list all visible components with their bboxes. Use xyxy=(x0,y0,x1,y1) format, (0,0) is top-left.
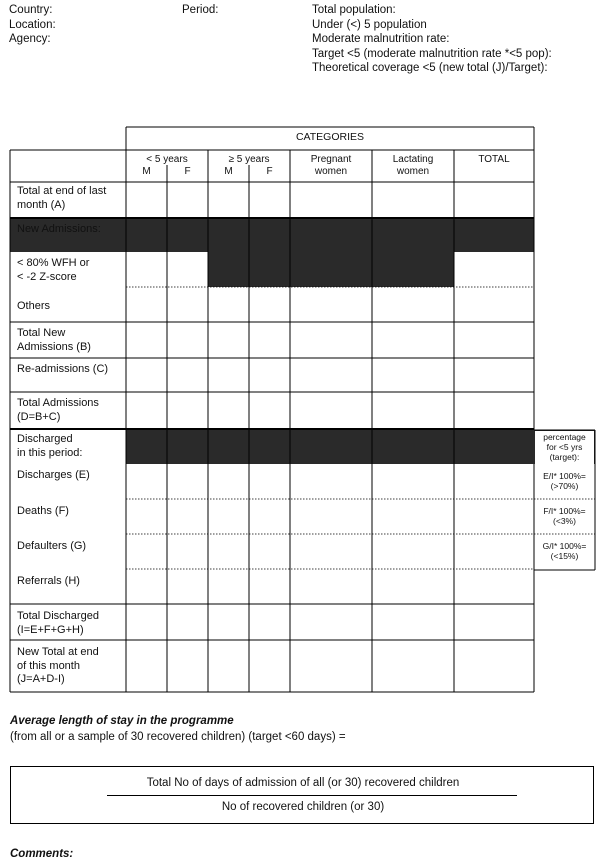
total-population-label: Total population: xyxy=(312,4,396,16)
row-discharged-period-l1: Discharged xyxy=(17,433,73,445)
comments-label: Comments: xyxy=(10,848,74,860)
row-total-end-last-l1: Total at end of last xyxy=(17,185,107,197)
coverage-label: Theoretical coverage <5 (new total (J)/Target): xyxy=(312,62,548,74)
col-lactating xyxy=(372,154,454,177)
col-pregnant-line1: Pregnant xyxy=(310,154,352,165)
percentage-header xyxy=(535,432,594,462)
malnutrition-rate-label: Moderate malnutrition rate: xyxy=(312,33,450,45)
stay-denominator: No of recovered children (or 30) xyxy=(221,801,385,813)
row-readmissions: Re-admissions (C) xyxy=(17,363,109,375)
stay-fraction-line xyxy=(107,795,517,796)
stay-title: Average length of stay in the programme xyxy=(10,715,234,727)
agency-label: Agency: xyxy=(9,33,51,45)
row-total-discharged xyxy=(17,610,99,637)
target-label: Target <5 (moderate malnutrition rate *<5 pop): xyxy=(312,47,552,60)
row-new-total-l1: New Total at end xyxy=(17,646,99,658)
row-discharged-period xyxy=(17,433,82,460)
stay-formula-box xyxy=(10,766,594,824)
row-new-admissions: New Admissions: xyxy=(17,223,101,235)
col-lactating-line2: women xyxy=(396,165,430,177)
country-label: Country: xyxy=(9,4,53,16)
col-over5-m: M xyxy=(224,166,233,177)
row-wfh-l1: < 80% WFH or xyxy=(17,257,90,269)
under5-population-label: Under (<) 5 population xyxy=(312,18,427,31)
row-total-discharged-l2: (I=E+F+G+H) xyxy=(17,623,84,636)
col-over5-f: F xyxy=(266,166,273,177)
row-deaths: Deaths (F) xyxy=(17,505,69,517)
categories-title: CATEGORIES xyxy=(295,131,365,143)
percentage-f xyxy=(535,506,594,526)
percentage-e-target: (>70%) xyxy=(550,481,579,491)
stay-numerator: Total No of days of admission of all (or 30) recovered children xyxy=(146,777,460,789)
col-total: TOTAL xyxy=(478,154,510,165)
row-discharged-period-l2: in this period: xyxy=(17,446,83,459)
percentage-g-formula: G/I* 100%= xyxy=(542,541,587,551)
row-wfh xyxy=(17,257,89,284)
row-total-new xyxy=(17,327,91,354)
row-total-admissions xyxy=(17,397,99,424)
row-new-total xyxy=(17,646,99,687)
col-lactating-line1: Lactating xyxy=(392,154,434,165)
percentage-e-formula: E/I* 100%= xyxy=(543,471,586,481)
period-label: Period: xyxy=(182,4,219,16)
row-referrals: Referrals (H) xyxy=(17,575,80,587)
row-discharges: Discharges (E) xyxy=(17,469,90,481)
percentage-header-box xyxy=(535,431,594,464)
row-others: Others xyxy=(17,300,51,312)
percentage-g xyxy=(535,541,594,561)
col-pregnant xyxy=(290,154,372,177)
percentage-f-target: (<3%) xyxy=(553,516,576,526)
col-pregnant-line2: women xyxy=(314,165,348,177)
col-under5-f: F xyxy=(184,166,191,177)
row-total-end-last-l2: month (A) xyxy=(17,198,66,211)
row-new-total-l2: of this month xyxy=(17,659,80,672)
percentage-header-l3: (target): xyxy=(549,452,580,462)
col-under5: < 5 years xyxy=(146,154,188,165)
percentage-f-formula: F/I* 100%= xyxy=(543,506,586,516)
percentage-e xyxy=(535,471,594,491)
row-total-end-last xyxy=(17,185,106,212)
percentage-g-target: (<15%) xyxy=(550,551,579,561)
row-wfh-l2: < -2 Z-score xyxy=(17,270,77,283)
row-defaulters: Defaulters (G) xyxy=(17,540,87,552)
col-over5: ≥ 5 years xyxy=(228,154,270,165)
row-total-admissions-l2: (D=B+C) xyxy=(17,410,61,423)
row-total-discharged-l1: Total Discharged xyxy=(17,610,99,622)
col-under5-m: M xyxy=(142,166,151,177)
row-total-new-l1: Total New xyxy=(17,327,66,339)
percentage-header-l2: for <5 yrs xyxy=(546,442,583,452)
location-label: Location: xyxy=(9,18,56,31)
percentage-header-l1: percentage xyxy=(543,432,586,442)
row-new-total-l3: (J=A+D-I) xyxy=(17,673,65,685)
stay-subtitle: (from all or a sample of 30 recovered children) (target <60 days) = xyxy=(10,731,346,743)
row-total-new-l2: Admissions (B) xyxy=(17,340,91,353)
row-total-admissions-l1: Total Admissions xyxy=(17,397,99,409)
